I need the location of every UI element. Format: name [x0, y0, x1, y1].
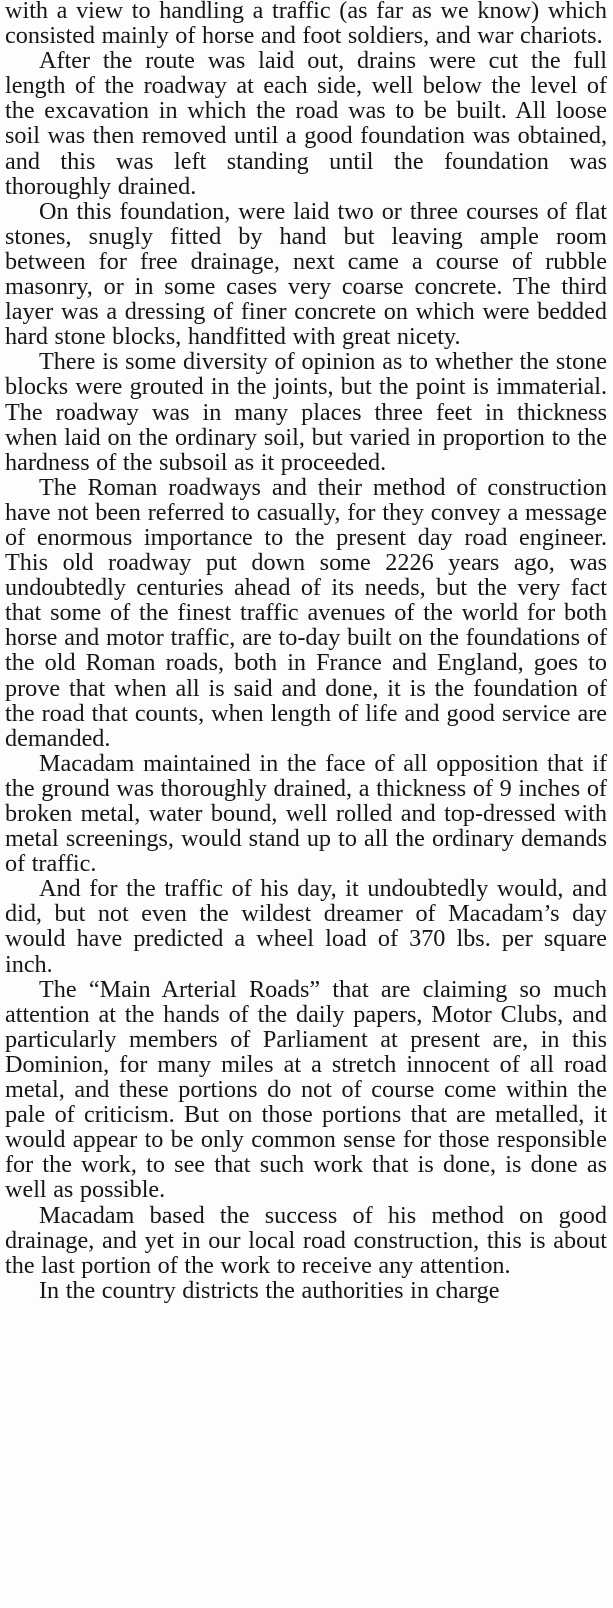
paragraph-country-districts: In the country districts the authorities in charge	[39, 1276, 500, 1304]
paragraph-grouting: There is some diversity of opinion as to whether the stone blocks were grouted in the joints, but the point is immaterial. The roadway was in many places three feet in thickness when laid on the ordinary soil, but varied in proportion to the hardness of the subsoil as it proceeded.	[5, 348, 607, 476]
paragraph-traffic-of-his-day: And for the traffic of his day, it undoubtedly would, and did, but not even the wildest dreamer of Macadam’s day would have predicted a wheel load of 370 lbs. per square inch.	[5, 875, 607, 978]
paragraph-roman-roads: The Roman roadways and their method of construction have not been referred to casually, for they convey a message of enormous importance to the present day road engineer. This old roadway put down some 2226 years ago, was undoubtedly centuries ahead of its needs, but the very fact that some of the finest traffic avenues of the world for both horse and motor traffic, are to-day built on the foundations of the old Roman roads, both in France and England, goes to prove that when all is said and done, it is the foundation of the road that counts, when length of life and good service are demanded.	[5, 473, 607, 752]
paragraph-continuation: with a view to handling a traffic (as far as we know) which consisted mainly of horse and foot soldiers, and war chariots.	[5, 0, 607, 50]
paragraph-good-drainage: Macadam based the success of his method on good drainage, and yet in our local road construction, this is about the last portion of the work to receive any attention.	[5, 1201, 607, 1279]
paragraph-macadam-opposition: Macadam maintained in the face of all opposition that if the ground was thoroughly drained, a thickness of 9 inches of broken metal, water bound, well rolled and top-dressed with metal screenings, would stand up to all the ordinary demands of traffic.	[5, 749, 607, 878]
paragraph-drainage: After the route was laid out, drains were cut the full length of the roadway at each side, well below the level of the excavation in which the road was to be built. All loose soil was then removed until a good foundation was obtained, and this was left standing until the foundation was thoroughly drained.	[5, 47, 607, 200]
article-column	[5, 0, 607, 1303]
paragraph-foundation-layers: On this foundation, were laid two or three courses of flat stones, snugly fitted by hand but leaving ample room between for free drainage, next came a course of rubble masonry, or in some cases very coarse concrete. The third layer was a dressing of finer concrete on which were bedded hard stone blocks, handfitted with great nicety.	[5, 197, 607, 351]
paragraph-main-arterial-roads: The “Main Arterial Roads” that are claiming so much attention at the hands of the daily papers, Motor Clubs, and particularly members of Parliament at present are, in this Dominion, for many miles at a stretch innocent of all road metal, and these portions do not of course come within the pale of criticism. But on those portions that are metalled, it would appear to be only common sense for those responsible for the work, to see that such work that is done, is done as well as possible.	[5, 975, 607, 1204]
